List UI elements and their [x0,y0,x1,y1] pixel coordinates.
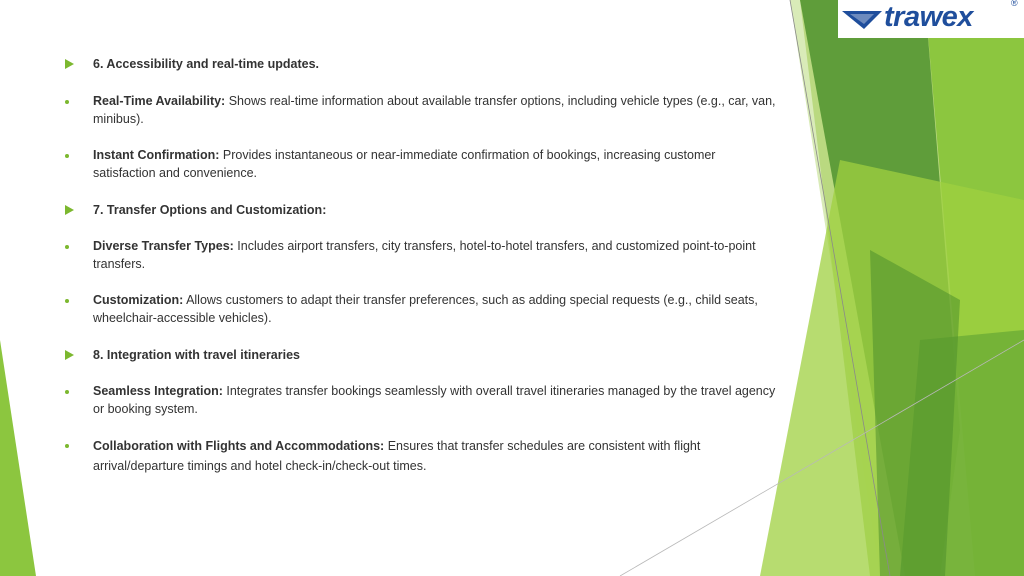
arrow-bullet-icon [65,59,74,69]
logo-registered-mark: ® [1011,0,1018,8]
bullet-instant-confirmation: Instant Confirmation: Provides instantaneous or near-immediate confirmation of bookings, increasing customer satisfaction and convenience. [60,146,780,182]
right-facet-shadow [870,250,960,576]
dot-bullet-icon [65,100,69,104]
logo-text: trawex [884,1,973,33]
dot-bullet-icon [65,245,69,249]
bullet-seamless-integration: Seamless Integration: Integrates transfer bookings seamlessly with overall travel itineraries managed by the travel agency or booking system. [60,382,780,418]
heading-accessibility: 6. Accessibility and real-time updates. [60,55,780,73]
dot-bullet-icon [65,154,69,158]
dot-bullet-icon [65,299,69,303]
heading-integration: 8. Integration with travel itineraries [60,346,780,364]
bullet-customization: Customization: Allows customers to adapt their transfer preferences, such as adding special requests (e.g., child seats, wheelchair-accessible vehicles). [60,291,780,327]
arrow-bullet-icon [65,350,74,360]
bullet-real-time-availability: Real-Time Availability: Shows real-time information about available transfer options, including vehicle types (e.g., car, van, minibus). [60,92,780,128]
dot-bullet-icon [65,390,69,394]
logo-arrow-icon [842,9,882,31]
slide-content [60,55,780,476]
arrow-bullet-icon [65,205,74,215]
bullet-collaboration: Collaboration with Flights and Accommodations: Ensures that transfer schedules are consistent with flight arrival/departure timings and hotel check-in/check-out times. [60,436,780,476]
heading-transfer-options: 7. Transfer Options and Customization: [60,201,780,219]
bullet-diverse-transfer-types: Diverse Transfer Types: Includes airport transfers, city transfers, hotel-to-hotel transfers, and customized point-to-point transfers. [60,237,780,273]
dot-bullet-icon [65,444,69,448]
left-green-sliver [0,340,36,576]
brand-logo [838,0,1024,38]
